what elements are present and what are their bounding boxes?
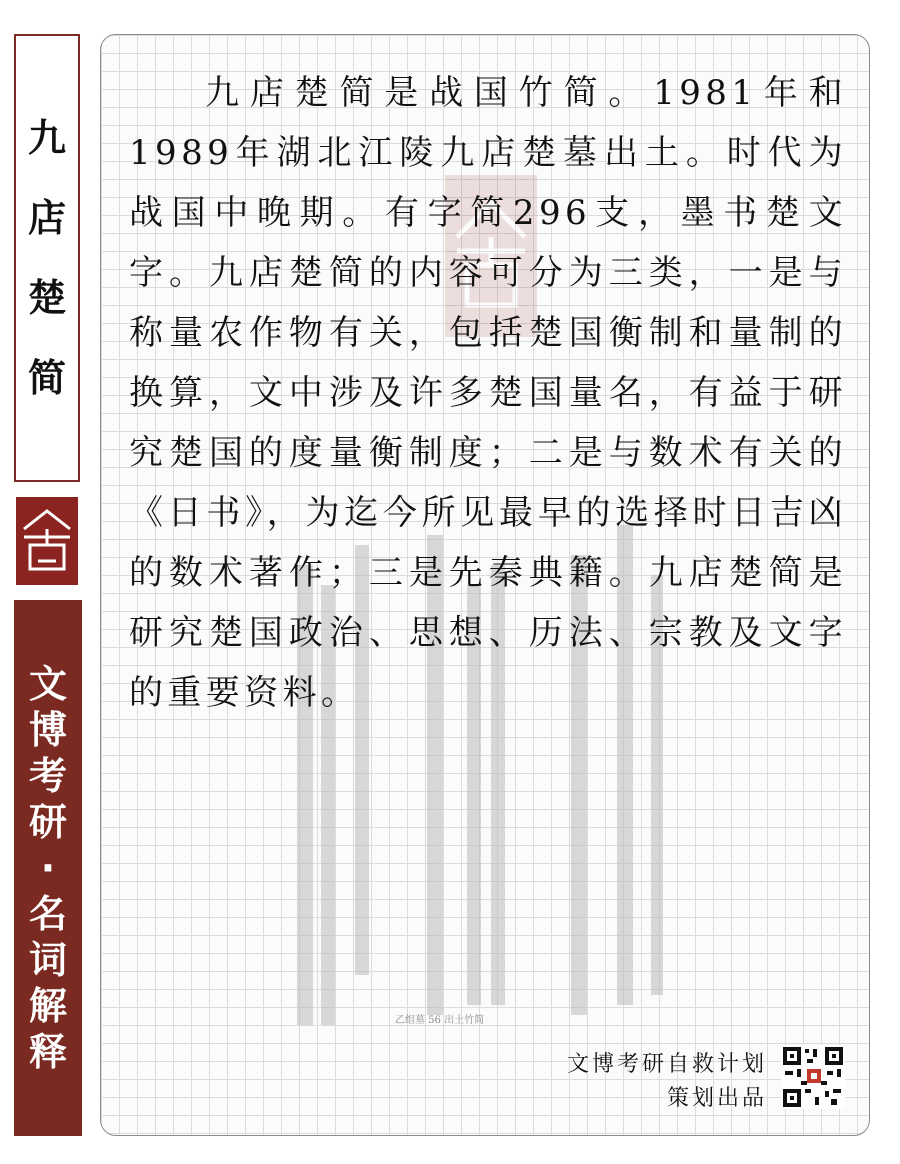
series-label-char: 研 [28, 800, 67, 844]
series-label-char: 释 [28, 1030, 67, 1074]
figure-caption: 乙组墓 56 出土竹简 [395, 1015, 485, 1026]
credit-line-1: 文博考研自救计划 [566, 1052, 767, 1077]
term-title-box [14, 34, 80, 482]
term-title-char: 楚 [27, 276, 66, 320]
series-label-char: 词 [28, 938, 67, 982]
article-body: 九店楚简是战国竹简。1981年和1989年湖北江陵九店楚墓出土。时代为战国中晚期。有字简296支，墨书楚文字。九店楚简的内容可分为三类，一是与称量农作物有关，包括楚国衡制和量制的换算，文中涉及许多楚国量名，有益于研究楚国的度量衡制度；二是与数术有关的《日书》，为迄今所见最早的选择时日吉凶的数术著作；三是先秦典籍。九店楚简是研究楚国政治、思想、历法、宗教及文字的重要资料。 [129, 73, 847, 713]
series-label-char: 考 [28, 754, 67, 798]
series-label-char: 解 [28, 984, 67, 1028]
qr-code-icon [781, 1045, 845, 1109]
series-label-char: 文 [28, 662, 67, 706]
series-label-char: · [40, 846, 56, 890]
series-label-box [14, 600, 82, 1136]
series-label-char: 博 [28, 708, 67, 752]
term-title-char: 简 [27, 356, 66, 400]
term-title-char: 店 [27, 196, 66, 240]
credit-line-2: 策划出品 [666, 1086, 767, 1111]
term-title-char: 九 [27, 116, 66, 160]
series-label-char: 名 [28, 892, 67, 936]
seal-logo-icon [16, 497, 78, 585]
grid-paper-card [100, 34, 870, 1136]
